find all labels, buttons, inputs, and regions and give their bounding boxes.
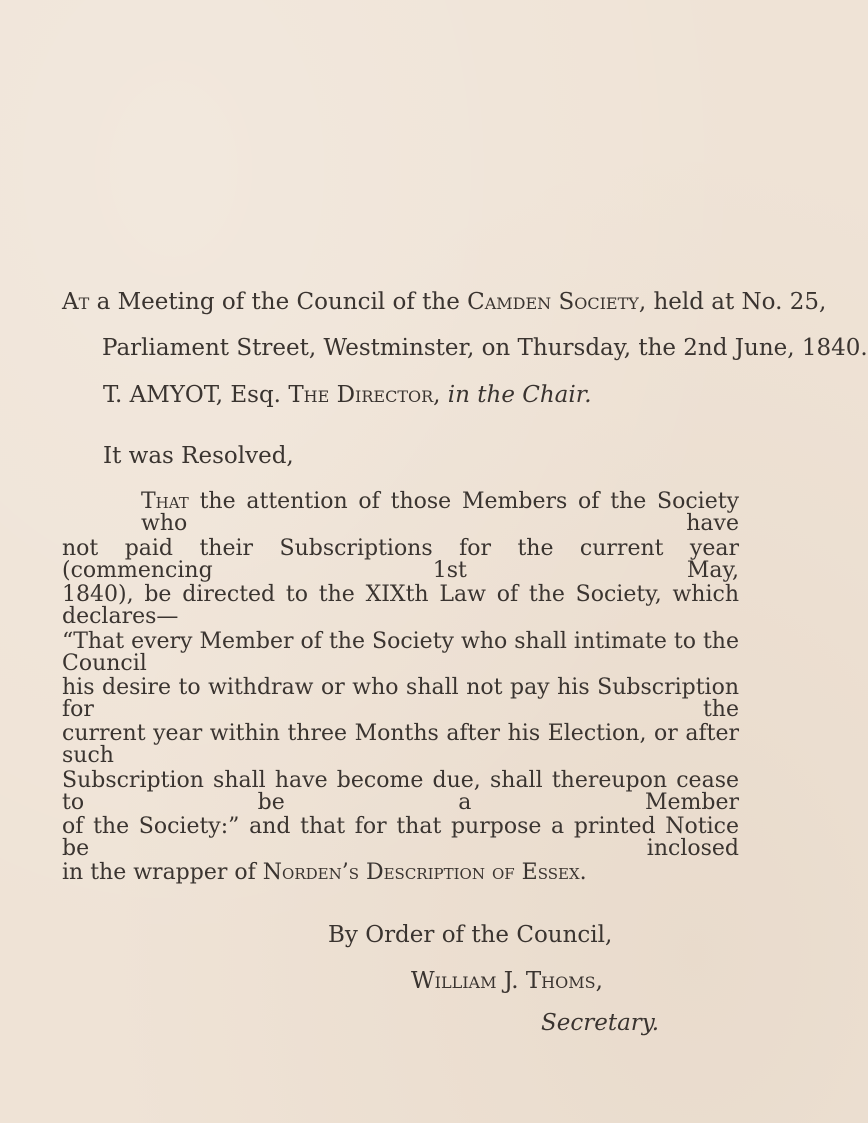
signatory-role: Secretary. bbox=[541, 1010, 660, 1036]
resolution-line-4: “That every Member of the Society who shall intimate to the Council bbox=[62, 629, 739, 676]
resolution-line-3: 1840), be directed to the XIXth Law of the Society, which declares— bbox=[62, 582, 739, 629]
resolved-heading: It was Resolved, bbox=[103, 443, 294, 469]
at-word: At bbox=[62, 289, 90, 315]
signatory-name: William J. Thoms bbox=[411, 968, 596, 994]
resolution-line-2: not paid their Subscriptions for the current year (commencing 1st May, bbox=[62, 536, 739, 583]
signatory-name-line: William J. Thoms, bbox=[411, 968, 603, 994]
chair-italic: in the Chair. bbox=[447, 382, 592, 408]
society-name: Camden Society bbox=[467, 289, 639, 315]
that-word: That bbox=[141, 489, 189, 514]
chair-name: T. AMYOT, Esq. bbox=[103, 382, 289, 408]
resolution-line-6: current year within three Months after his Election, or after such bbox=[62, 721, 739, 768]
chair-line: T. AMYOT, Esq. The Director, in the Chair. bbox=[103, 382, 592, 408]
meeting-header-line-1 bbox=[62, 289, 827, 315]
meeting-intro-text: a Meeting of the Council of the bbox=[89, 289, 468, 315]
meeting-location-text: , held at No. 25, bbox=[638, 289, 827, 315]
resolution-line-9: in the wrapper of Norden’s Description of Essex. bbox=[62, 860, 587, 885]
order-line: By Order of the Council, bbox=[328, 922, 613, 948]
resolution-line-8: of the Society:” and that for that purpose a printed Notice be inclosed bbox=[62, 814, 739, 861]
meeting-header-line-2: Parliament Street, Westminster, on Thursday, the 2nd June, 1840. bbox=[102, 335, 868, 361]
chair-title: The Director bbox=[288, 382, 434, 408]
resolution-line-7: Subscription shall have become due, shall thereupon cease to be a Member bbox=[62, 768, 739, 815]
resolution-line-1: That the attention of those Members of the Society who have bbox=[141, 489, 739, 536]
publication-title: Norden’s Description of Essex bbox=[262, 860, 580, 885]
resolution-line-5: his desire to withdraw or who shall not pay his Subscription for the bbox=[62, 675, 739, 722]
